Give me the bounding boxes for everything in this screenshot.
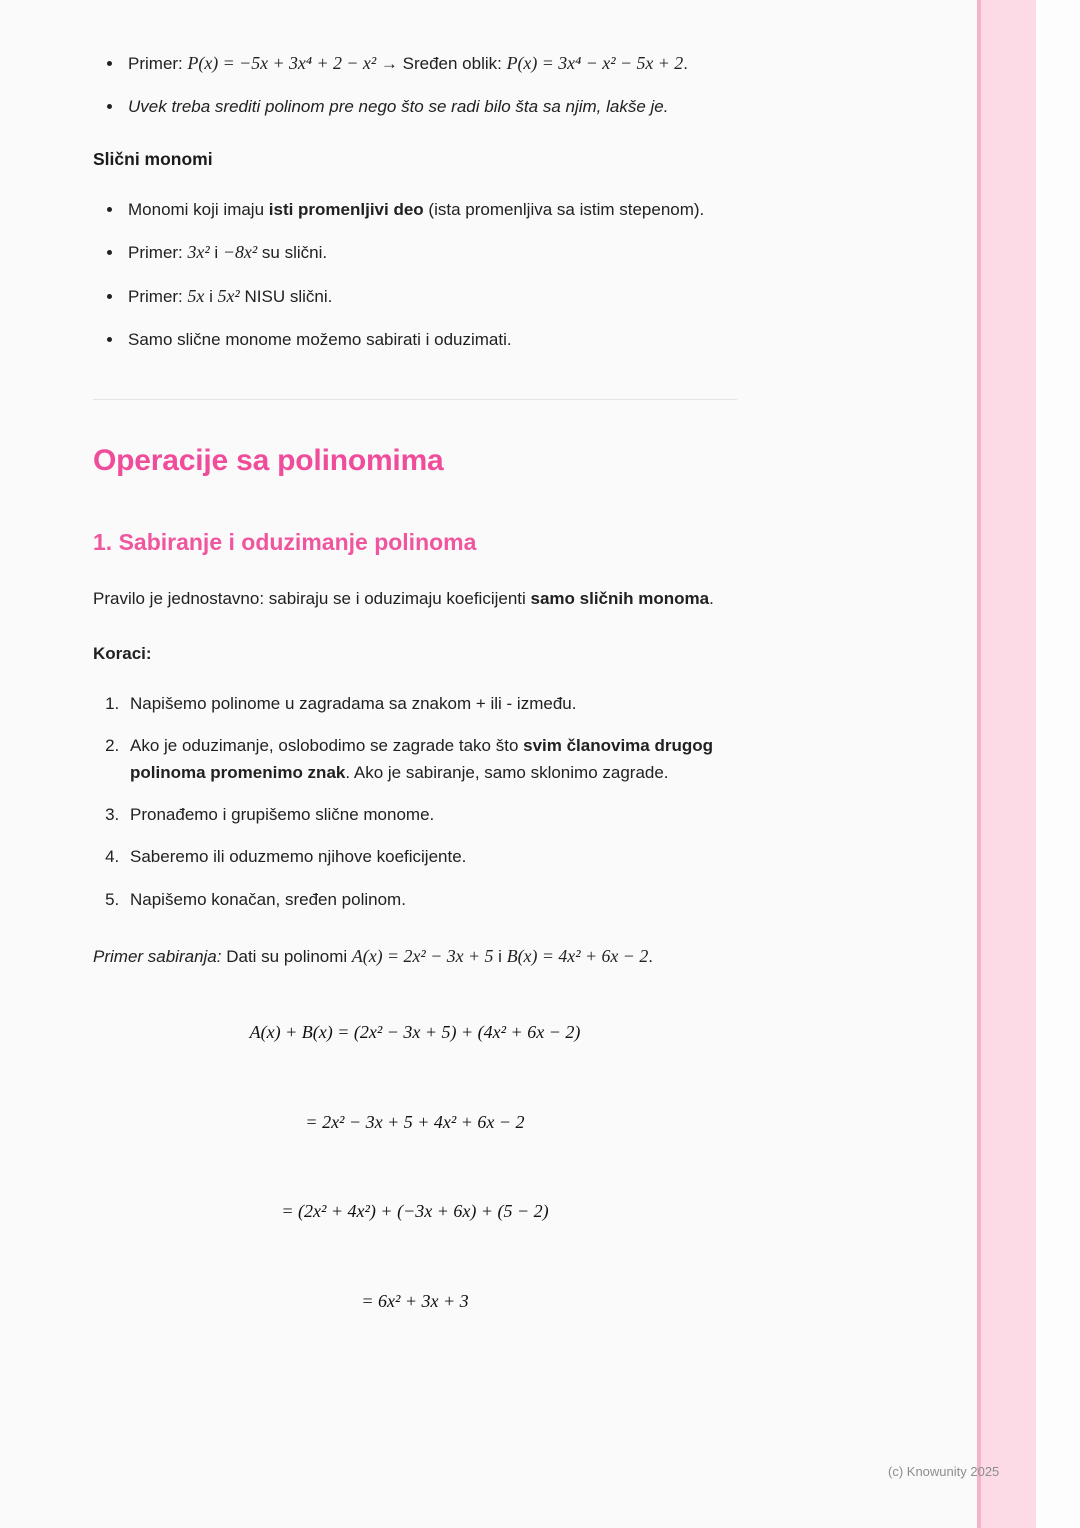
math-display-line: = (2x² + 4x²) + (−3x + 6x) + (5 − 2) bbox=[281, 1201, 549, 1222]
text-run: . bbox=[648, 947, 653, 967]
step-item bbox=[124, 691, 737, 717]
text-run: Samo slične monome možemo sabirati i oduzimati. bbox=[128, 329, 512, 349]
text-run: Dati su polinomi bbox=[221, 947, 352, 967]
text-run: . bbox=[683, 54, 688, 73]
text-run: → Sređen oblik: bbox=[376, 54, 507, 73]
math-inline: −8x² bbox=[222, 242, 258, 263]
text-run: Monomi koji imaju bbox=[128, 200, 269, 220]
list-item bbox=[124, 283, 737, 311]
text-run: Pronađemo i grupišemo slične monome. bbox=[130, 804, 435, 824]
text-run: Napišemo konačan, sređen polinom. bbox=[130, 889, 406, 909]
subsection-title-sabiranje: 1. Sabiranje i oduzimanje polinoma bbox=[93, 528, 477, 555]
list-item bbox=[124, 50, 737, 78]
page-title-operacije: Operacije sa polinomima bbox=[93, 444, 444, 478]
step-item bbox=[124, 844, 737, 870]
copyright-footer: (c) Knowunity 2025 bbox=[888, 1464, 1000, 1479]
math-inline: A(x) = 2x² − 3x + 5 bbox=[351, 946, 494, 967]
text-run: Ako je oduzimanje, oslobodimo se zagrade tako što bbox=[130, 736, 524, 756]
text-run: (ista promenljiva sa istim stepenom). bbox=[423, 200, 705, 220]
text-run-bold: isti promenljivi deo bbox=[268, 200, 424, 220]
text-run-bold: samo sličnih monoma bbox=[530, 589, 710, 609]
text-run: Primer: bbox=[128, 54, 188, 73]
text-run: Pravilo je jednostavno: sabiraju se i oduzimaju koeficijenti bbox=[93, 589, 531, 609]
math-inline: P(x) = 3x⁴ − x² − 5x + 2 bbox=[506, 53, 684, 73]
similar-monomials-list bbox=[93, 197, 737, 353]
text-run: su slični. bbox=[257, 243, 328, 263]
text-run: . bbox=[709, 589, 714, 609]
list-item bbox=[124, 239, 737, 267]
math-inline: 5x bbox=[187, 286, 205, 307]
text-run-italic: Uvek treba srediti polinom pre nego što se radi bilo šta sa njim, lakše je. bbox=[128, 96, 669, 116]
steps-heading: Koraci: bbox=[93, 643, 152, 663]
math-inline: 3x² bbox=[187, 242, 210, 263]
text-run: Saberemo ili oduzmemo njihove koeficijente. bbox=[130, 847, 467, 867]
rule-paragraph bbox=[93, 586, 737, 612]
text-run: Primer: bbox=[128, 243, 188, 263]
text-run-italic: Primer sabiranja: bbox=[93, 947, 222, 967]
text-run: Primer: bbox=[128, 287, 188, 307]
math-inline: B(x) = 4x² + 6x − 2 bbox=[506, 946, 649, 967]
math-display-line: = 2x² − 3x + 5 + 4x² + 6x − 2 bbox=[305, 1111, 525, 1132]
math-inline: P(x) = −5x + 3x⁴ + 2 − x² bbox=[187, 53, 377, 73]
step-item bbox=[124, 802, 737, 828]
math-display-line: A(x) + B(x) = (2x² − 3x + 5) + (4x² + 6x − 2) bbox=[249, 1021, 581, 1042]
steps-ordered-list bbox=[93, 691, 737, 913]
text-run-bold: svim članovima drugog polinoma promenimo znak bbox=[130, 736, 714, 782]
step-item bbox=[124, 887, 737, 913]
text-run: . Ako je sabiranje, samo sklonimo zagrade. bbox=[345, 762, 669, 782]
math-inline: 5x² bbox=[217, 286, 240, 307]
text-run: NISU slični. bbox=[239, 287, 333, 307]
step-item bbox=[124, 733, 737, 786]
list-item bbox=[124, 94, 737, 120]
list-item bbox=[124, 197, 737, 223]
math-display-line: = 6x² + 3x + 3 bbox=[361, 1291, 469, 1312]
text-run: i bbox=[493, 947, 507, 967]
right-margin-area bbox=[1036, 0, 1080, 1528]
example-intro-paragraph bbox=[93, 943, 737, 971]
right-pink-stripe bbox=[977, 0, 1036, 1528]
text-run: Napišemo polinome u zagradama sa znakom + ili - između. bbox=[130, 693, 577, 713]
text-run: i bbox=[204, 287, 218, 307]
section-divider bbox=[93, 399, 737, 400]
list-item bbox=[124, 327, 737, 353]
section-heading-slicni-monomi: Slični monomi bbox=[93, 149, 213, 169]
text-run: i bbox=[209, 243, 223, 263]
intro-bullet-list bbox=[93, 50, 737, 120]
